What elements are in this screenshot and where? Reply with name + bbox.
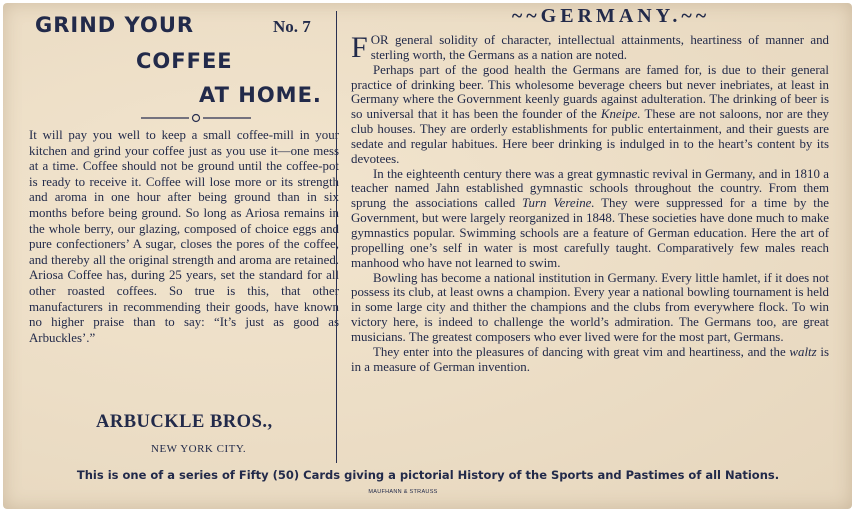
column-divider bbox=[336, 11, 337, 463]
ornament-divider-icon bbox=[141, 111, 251, 125]
printer-imprint: MAUFHANN & STRAUSS bbox=[368, 489, 438, 495]
headline-line-2: COFFEE bbox=[136, 49, 233, 73]
drop-cap: F bbox=[351, 31, 368, 64]
country-title: ~~GERMANY.~~ bbox=[511, 5, 711, 27]
paragraph-2: Perhaps part of the good health the Germans are famed for, is due to their general practice of drinking beer. This wholesome beverage cheers but never inebriates, at least in Germany where the Government keenly guards against adulteration. The drinking of beer is so universal that it has been the founder of the Kneipe. These are not saloons, nor are they club houses. They are orderly establishments for public entertainment, and their guests are sedate and regular habitues. Here beer drinking is indulged in to the heart’s content by its devotees. bbox=[351, 62, 829, 166]
coffee-advice-text: It will pay you well to keep a small coffee-mill in your kitchen and grind your coffee just as you use it—one mess at a time. Coffee should not be ground until the coffee-pot is ready to receive it. Coffee will lose more or its strength and aroma in one hour after being ground than in six months before being ground. So long as Ariosa remains in the whole berry, our glazing, composed of choice eggs and pure confectioners’ A sugar, closes the pores of the coffee, and thereby all the original strength and aroma are retained. Ariosa Coffee has, during 25 years, set the standard for all other roasted coffees. So true is this, that other manufacturers in recommending their goods, have known no higher praise than to say: “It’s just as good as Arbuckles’.” bbox=[29, 128, 339, 345]
brand-name: ARBUCKLE BROS., bbox=[96, 412, 273, 432]
article-body bbox=[351, 33, 829, 374]
paragraph-4: Bowling has become a national institution in Germany. Every little hamlet, if it does not possess its club, at least owns a champion. Every year a national bowling tournament is held in some large city and thither the champions and the clubs from everywhere flock. To win victory here, is indeed to challenge the world’s admiration. The Germans too, are great musicians. The greatest composers who ever lived were for the most part, Germans. bbox=[351, 270, 829, 344]
headline-line-1: GRIND YOUR bbox=[35, 13, 195, 37]
brand-city: NEW YORK CITY. bbox=[151, 443, 247, 455]
headline-line-3: AT HOME. bbox=[199, 83, 322, 107]
left-column bbox=[21, 3, 339, 473]
paragraph-5: They enter into the pleasures of dancing with great vim and heartiness, and the waltz is in a measure of German invention. bbox=[351, 344, 829, 374]
trade-card bbox=[3, 3, 852, 509]
paragraph-1: FOR general solidity of character, intellectual attainments, heartiness of manner and sterling worth, the Germans as a nation are noted. bbox=[351, 31, 829, 64]
card-number: No. 7 bbox=[273, 17, 311, 36]
series-footer: This is one of a series of Fifty (50) Cards giving a pictorial History of the Sports and Pastimes of all Nations. bbox=[76, 468, 780, 482]
paragraph-3: In the eighteenth century there was a great gymnastic revival in Germany, and in 1810 a teacher named Jahn established gymnastic schools throughout the country. From them sprung the associations called Turn Vereine. They were suppressed for a time by the Government, but were largely reorganized in 1848. These societies have done much to make gymnastics popular. Swimming schools are a feature of German education. Here the art of propelling one’s self in water is most carefully taught. Comparatively few males reach manhood who have not learned to swim. bbox=[351, 166, 830, 270]
